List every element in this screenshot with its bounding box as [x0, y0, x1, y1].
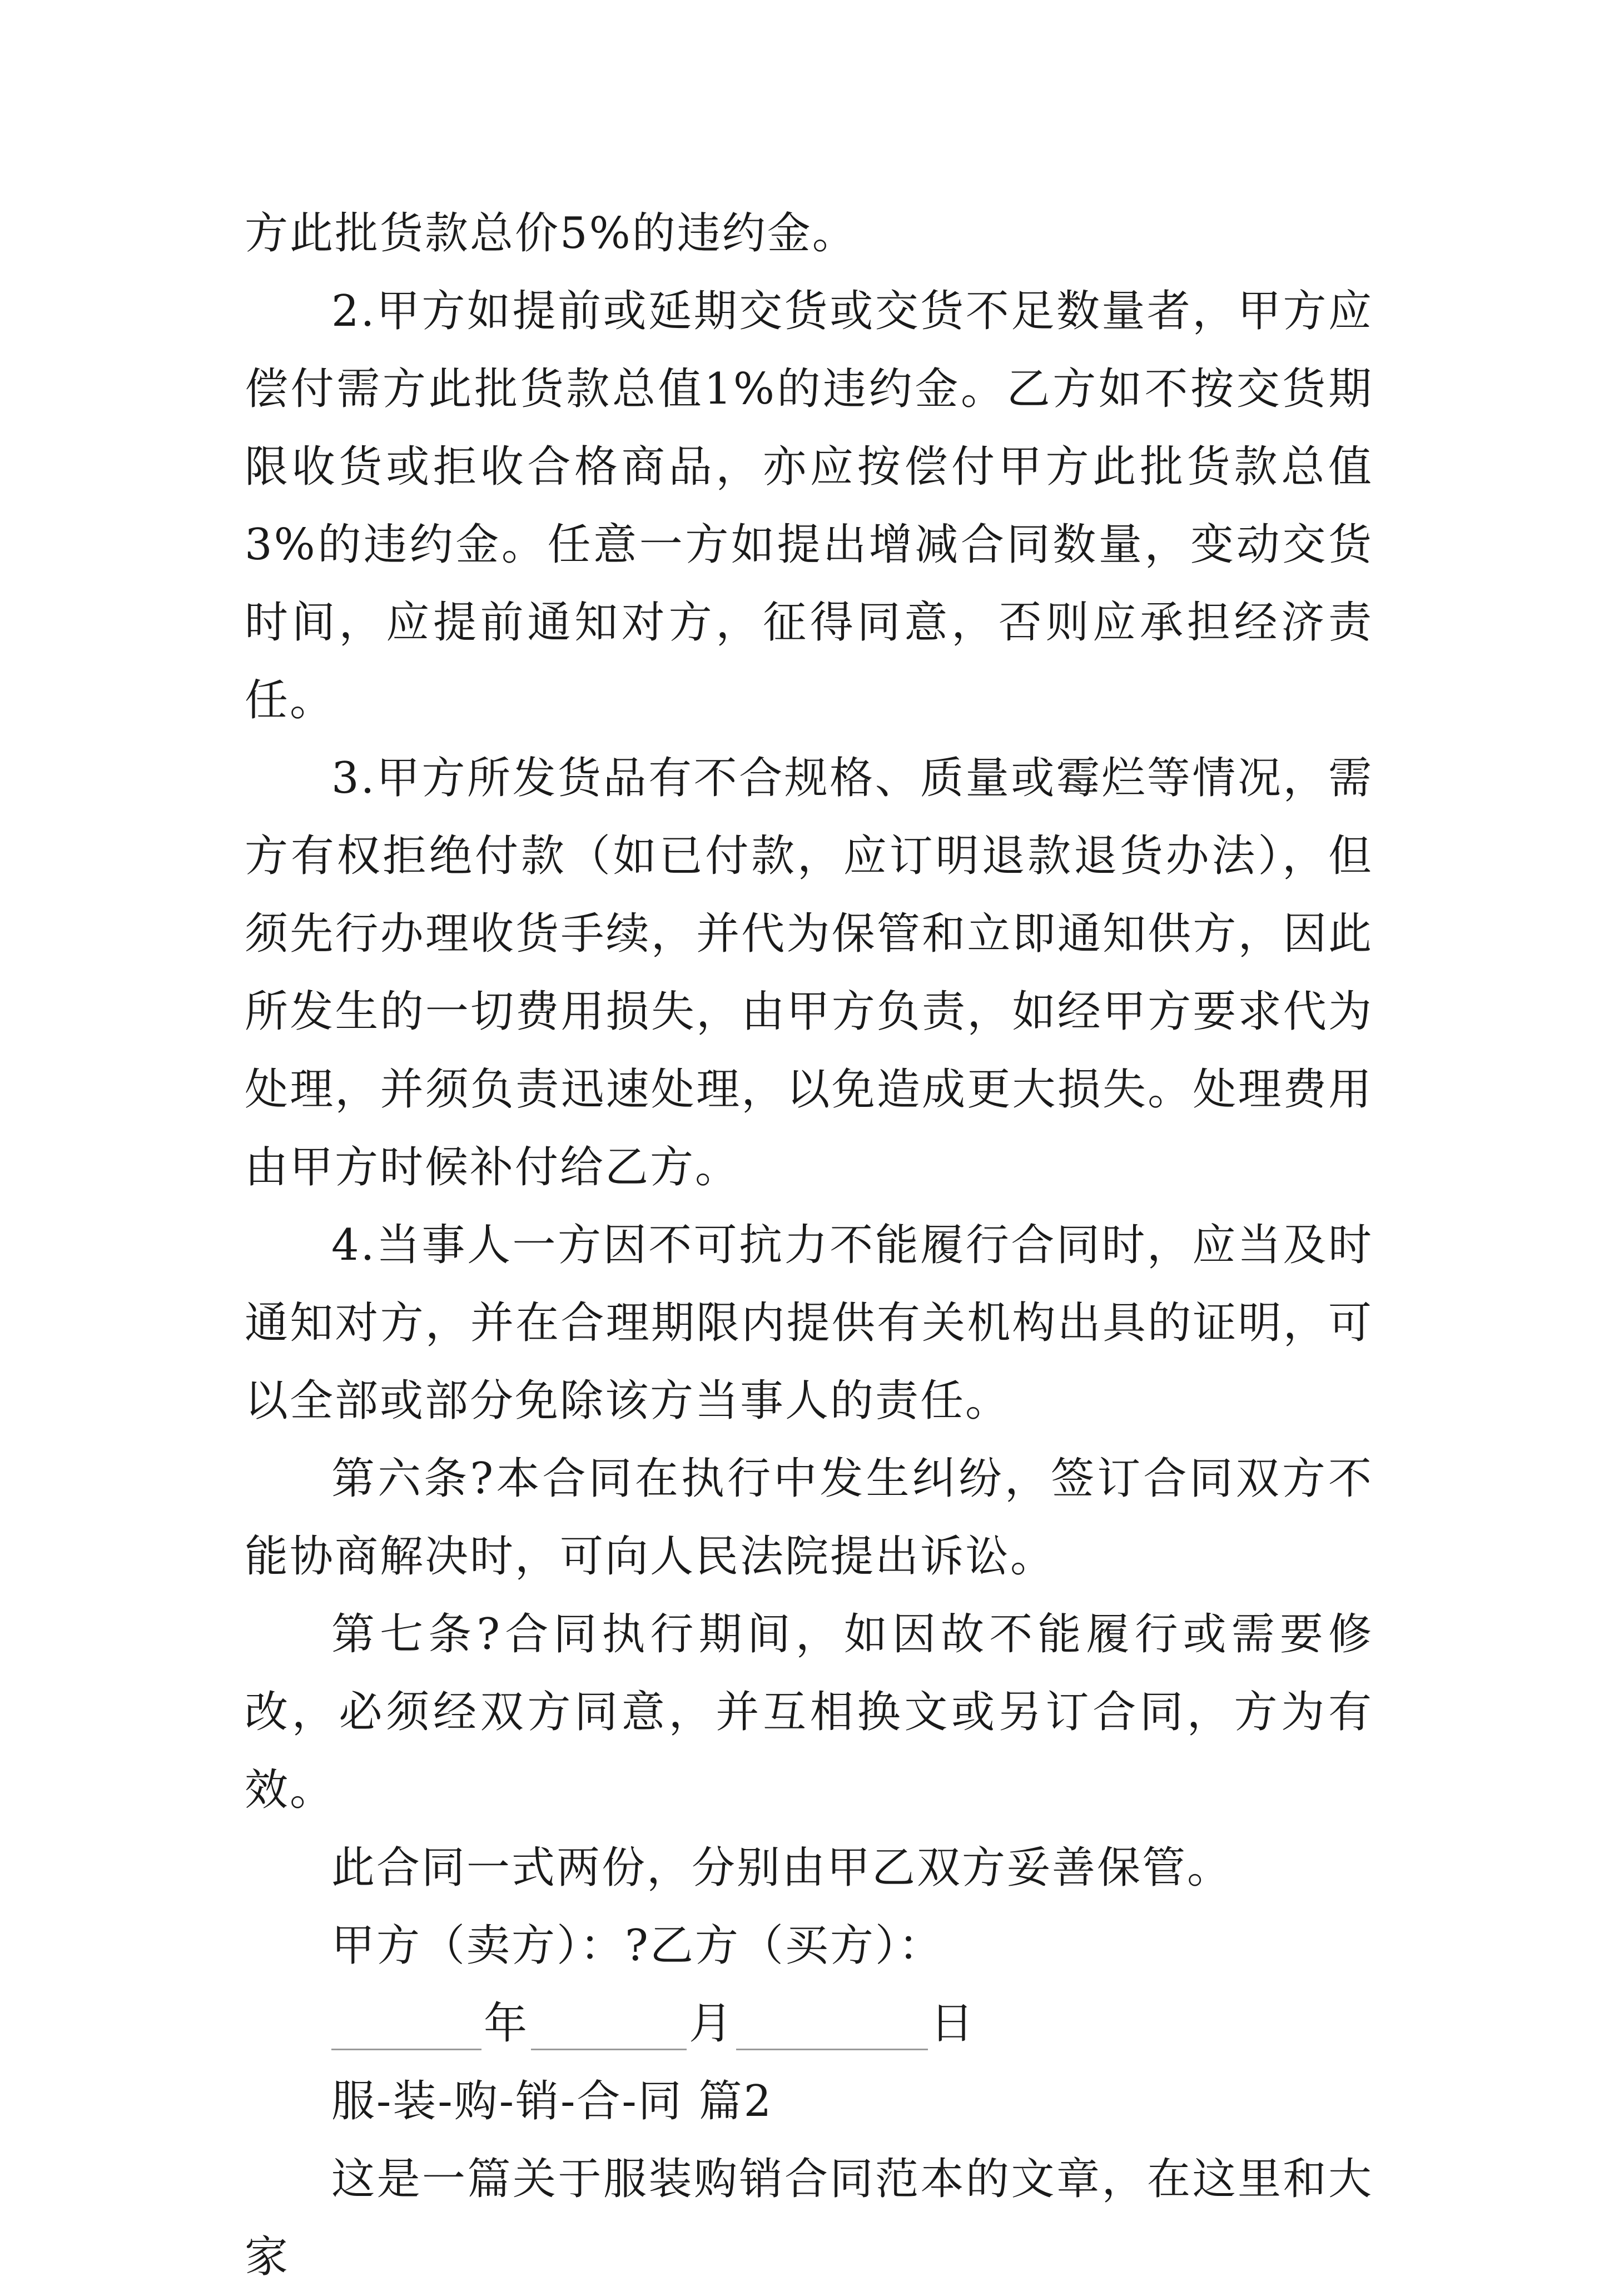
paragraph-parties: 甲方（卖方）：?乙方（买方）：	[331, 1921, 943, 1971]
paragraph-penalty-continued: 方此批货款总价5%的违约金。	[245, 208, 857, 259]
paragraph-clause-2: 2.甲方如提前或延期交货或交货不足数量者，甲方应偿付需方此批货款总值1%的违约金。乙方如不按交货期限收货或拒收合格商品，亦应按偿付甲方此批货款总值3%的违约金。任意一方如提出增减合同数量，变动交货时间，应提前通知对方，征得同意，否则应承担经济责任。	[245, 286, 1373, 725]
document-body	[245, 195, 1373, 2296]
paragraph-article-7: 第七条?合同执行期间，如因故不能履行或需要修改，必须经双方同意，并互相换文或另订合同，方为有效。	[245, 1609, 1373, 1815]
paragraph-clause-4: 4.当事人一方因不可抗力不能履行合同时，应当及时通知对方，并在合理期限内提供有关机构出具的证明，可以全部或部分免除该方当事人的责任。	[245, 1220, 1373, 1426]
day-blank	[736, 1993, 928, 2050]
month-blank	[531, 1993, 687, 2050]
year-blank	[331, 1993, 481, 2050]
paragraph-clause-3: 3.甲方所发货品有不合规格、质量或霉烂等情况，需方有权拒绝付款（如已付款，应订明退款退货办法），但须先行办理收货手续，并代为保管和立即通知供方，因此所发生的一切费用损失，由甲方负责，如经甲方要求代为处理，并须负责迅速处理，以免造成更大损失。处理费用由甲方时候补付给乙方。	[245, 753, 1373, 1192]
paragraph-copies: 此合同一式两份，分别由甲乙双方妥善保管。	[331, 1843, 1233, 1893]
month-label: 月	[689, 1999, 734, 2049]
section-title: 服-装-购-销-合-同 篇2	[331, 2076, 773, 2126]
date-line	[245, 1985, 1373, 2063]
paragraph-article-6: 第六条?本合同在执行中发生纠纷，签订合同双方不能协商解决时，可向人民法院提出诉讼。	[245, 1454, 1373, 1582]
day-label: 日	[930, 1999, 976, 2049]
paragraph-intro: 这是一篇关于服装购销合同范本的文章，在这里和大家	[245, 2154, 1373, 2282]
year-label: 年	[484, 1999, 529, 2049]
